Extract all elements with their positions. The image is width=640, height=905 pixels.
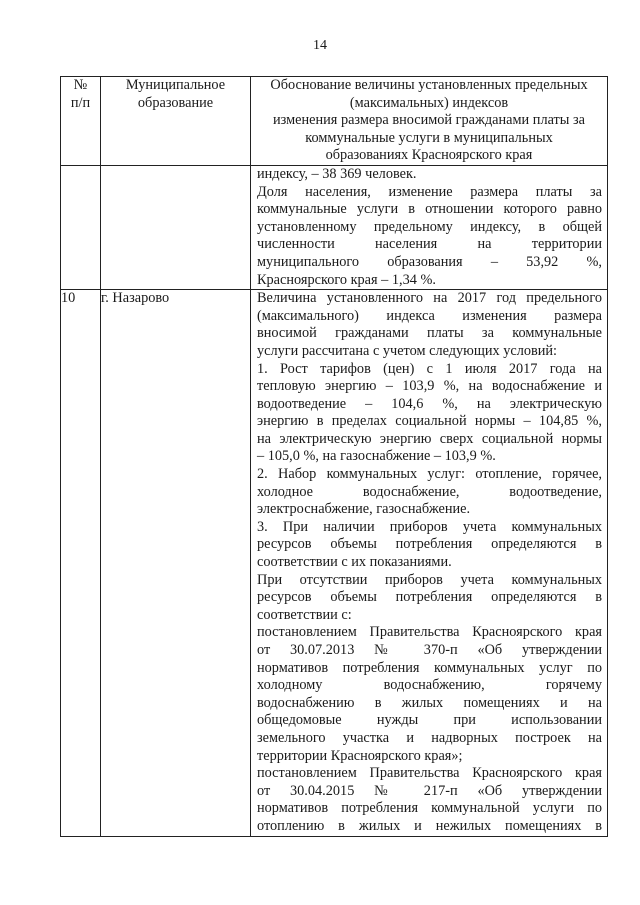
text-line: постановлением Правительства Красноярского края xyxy=(257,624,602,641)
header-basis-line: изменения размера вносимой гражданами платы за xyxy=(273,112,585,129)
text-line: 3. При наличии приборов учета коммунальных xyxy=(257,518,602,535)
header-municipality-line: образование xyxy=(137,94,214,111)
text-line: индексу, – 38 369 человек. xyxy=(257,165,417,182)
text-line: Величина установленного на 2017 год предельного xyxy=(257,290,602,307)
text-line: холодному водоснабжению, горячему xyxy=(257,677,602,694)
text-line: 2. Набор коммунальных услуг: отопление, горячее, xyxy=(257,466,602,483)
row-basis-cell xyxy=(251,165,608,289)
text-line: водоотведение – 104,6 %, на электрическую xyxy=(257,395,602,412)
text-line: вносимой гражданами платы за коммунальные xyxy=(257,325,602,342)
text-line: отоплению в жилых и нежилых помещениях в xyxy=(257,817,602,834)
text-line: муниципального образования – 53,92 %, xyxy=(257,253,602,270)
header-basis-cell xyxy=(251,77,608,166)
text-line: нормативов потребления коммунальных услуг по xyxy=(257,659,602,676)
table-header-row xyxy=(61,77,608,166)
text-line: земельного участка и надворных построек на xyxy=(257,729,602,746)
text-line: соответствии с: xyxy=(257,606,352,623)
page-number: 14 xyxy=(313,38,327,53)
header-number-cell xyxy=(61,77,101,166)
header-basis-line: коммунальные услуги в муниципальных xyxy=(305,129,553,146)
text-line: от 30.07.2013 № 370-п «Об утверждении xyxy=(257,642,602,658)
text-line: водоснабжению в жилых помещениях и на xyxy=(257,694,602,711)
table-row-10 xyxy=(61,290,608,836)
text-line: электроснабжение, газоснабжение. xyxy=(257,501,471,518)
text-line: нормативов потребления коммунальной услуги по xyxy=(257,800,602,817)
text-line: постановлением Правительства Красноярского края xyxy=(257,765,602,782)
text-line: общедомовые нужды при использовании xyxy=(257,712,602,729)
text-line: ресурсов объемы потребления определяются в xyxy=(257,536,602,553)
text-line: – 105,0 %, на газоснабжение – 103,9 %. xyxy=(257,448,496,465)
header-basis-line: (максимальных) индексов xyxy=(349,94,509,111)
text-line: услуги рассчитана с учетом следующих условий: xyxy=(257,342,558,359)
tariff-index-table xyxy=(60,76,608,837)
header-number-line: п/п xyxy=(70,94,91,111)
header-basis-line: образованиях Красноярского края xyxy=(325,147,533,164)
text-line: на электрическую энергию сверх социальной нормы xyxy=(257,430,602,447)
header-basis-line: Обоснование величины установленных предельных xyxy=(270,77,588,93)
text-line: (максимального) индекса изменения размера xyxy=(257,307,602,324)
text-line: энергию в пределах социальной нормы – 104,85 %, xyxy=(257,413,602,430)
row-number-cell xyxy=(61,165,101,289)
row-municipality-cell xyxy=(101,165,251,289)
text-line: численности населения на территории xyxy=(257,236,602,253)
text-line: тепловую энергию – 103,9 %, на водоснабжение и xyxy=(257,378,602,395)
header-municipality-cell xyxy=(101,77,251,166)
text-line: коммунальные услуги в отношении которого равно xyxy=(257,201,602,218)
text-line: Красноярского края – 1,34 %. xyxy=(257,271,436,288)
text-line: территории Красноярского края»; xyxy=(257,747,463,764)
row-municipality-cell: г. Назарово xyxy=(101,290,251,836)
row-basis-cell xyxy=(251,290,608,836)
text-line: установленному предельному индексу, в общей xyxy=(257,218,602,235)
header-municipality-line: Муниципальное xyxy=(125,77,226,93)
basis-text-block xyxy=(251,290,607,835)
text-line: Доля населения, изменение размера платы за xyxy=(257,183,602,200)
row-number-cell: 10 xyxy=(61,290,101,836)
text-line: холодное водоснабжение, водоотведение, xyxy=(257,483,602,500)
text-line: от 30.04.2015 № 217-п «Об утверждении xyxy=(257,782,602,799)
text-line: ресурсов объемы потребления определяются в xyxy=(257,589,602,606)
table-row-continuation xyxy=(61,165,608,289)
basis-text-block xyxy=(251,166,607,289)
text-line: При отсутствии приборов учета коммунальных xyxy=(257,571,602,588)
text-line: 1. Рост тарифов (цен) с 1 июля 2017 года на xyxy=(257,360,602,377)
text-line: соответствии с их показаниями. xyxy=(257,554,452,571)
header-number-line: № xyxy=(73,77,88,93)
